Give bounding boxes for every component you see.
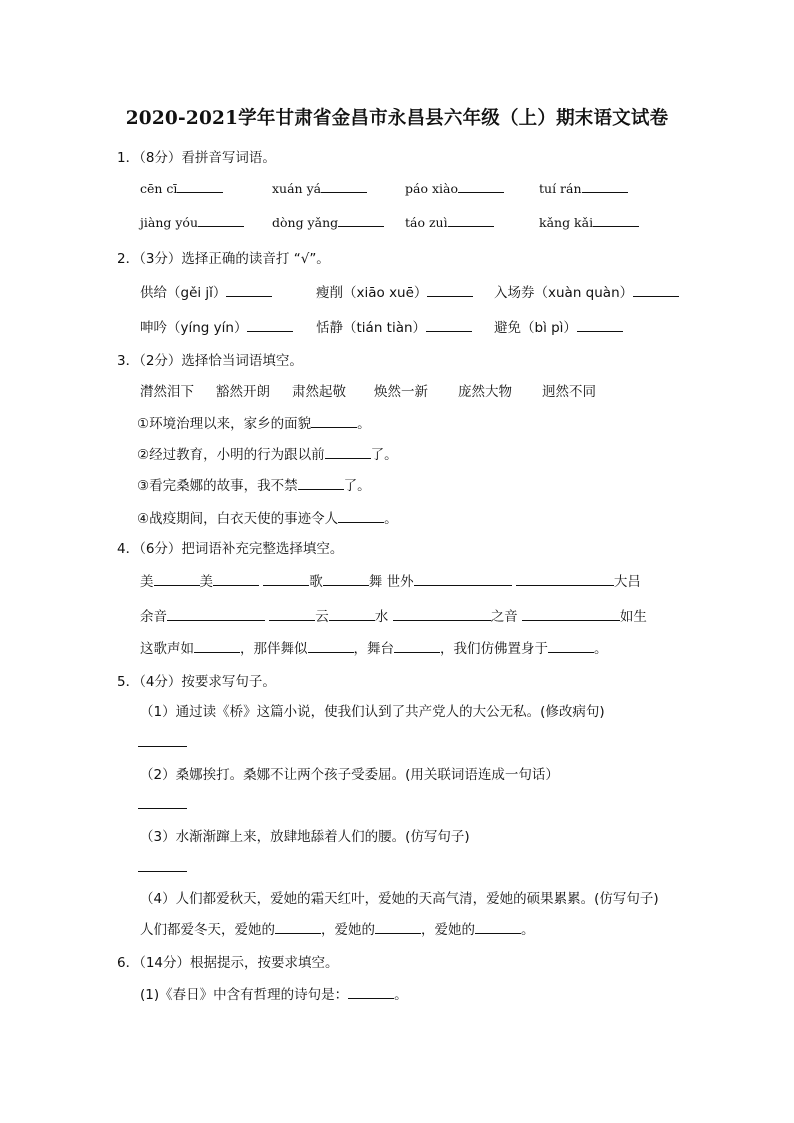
q2-row-2 [140,316,623,336]
answer-blank[interactable] [475,921,521,934]
page-title: 2020-2021学年甘肃省金昌市永昌县六年级（上）期末语文试卷 [125,108,669,129]
q3-word: 肃然起敬 [292,384,346,400]
q3-word: 庞然大物 [458,384,512,400]
answer-blank[interactable] [329,608,375,621]
answer-blank[interactable] [582,180,628,193]
answer-blank[interactable] [321,180,367,193]
q3-word: 豁然开朗 [216,384,270,400]
answer-blank[interactable] [323,573,369,586]
q1-row-1 [140,180,628,197]
question-5-label: 5．（4分）按要求写句子。 [117,674,276,690]
q2-row-1 [140,281,679,301]
answer-blank[interactable] [338,214,384,227]
q3-sentence-3: ③看完桑娜的故事，我不禁 了。 [137,478,371,494]
q3-word-bank [140,380,596,400]
q2-item-4: 呻吟（yíng yín） [140,316,316,336]
answer-line[interactable] [138,745,187,747]
q1-item-4: tuí rán [539,180,628,197]
answer-blank[interactable] [308,640,354,653]
q1-item-3: páo xiào [405,180,539,197]
answer-blank[interactable] [593,214,639,227]
answer-blank[interactable] [213,573,259,586]
answer-blank[interactable] [167,608,265,621]
answer-blank[interactable] [198,214,244,227]
answer-blank[interactable] [458,180,504,193]
question-4-label: 4．（6分）把词语补充完整选择填空。 [117,541,344,557]
q2-item-2: 瘦削（xiāo xuē） [316,281,494,301]
answer-blank[interactable] [522,608,620,621]
q1-item-8: kǎng kǎi [539,214,639,231]
q1-row-2 [140,214,639,231]
answer-blank[interactable] [548,640,594,653]
q1-item-5: jiàng yóu [140,214,272,231]
answer-blank[interactable] [177,180,223,193]
q2-item-3: 入场券（xuàn quàn） [494,281,679,301]
answer-blank[interactable] [375,921,421,934]
answer-blank[interactable] [298,477,344,490]
q2-item-6: 避免（bì pì） [494,316,623,336]
question-1-label: 1．（8分）看拼音写词语。 [117,150,276,166]
question-3-label: 3．（2分）选择恰当词语填空。 [117,353,303,369]
answer-blank[interactable] [394,640,440,653]
q3-sentence-1: ①环境治理以来，家乡的面貌 。 [137,416,371,432]
q4-row-3: 这歌声如 ，那伴舞似 ，舞台 ，我们仿佛置身于 。 [140,641,608,657]
answer-blank[interactable] [633,284,679,297]
q4-row-2: 余音 云 水 之音 如生 [140,609,647,625]
answer-blank[interactable] [338,510,384,523]
q1-item-1: cēn cī [140,180,272,197]
q5-sentence-4-answer: 人们都爱冬天，爱她的 ，爱她的 ，爱她的 。 [140,922,535,938]
answer-blank[interactable] [226,284,272,297]
q2-item-1: 供给（gěi jǐ） [140,281,316,301]
answer-blank[interactable] [448,214,494,227]
q3-sentence-2: ②经过教育，小明的行为跟以前 了。 [137,447,398,463]
answer-blank[interactable] [426,319,472,332]
answer-blank[interactable] [325,446,371,459]
answer-blank[interactable] [427,284,473,297]
q5-sentence-3: （3）水渐渐蹿上来，放肆地舔着人们的腰。(仿写句子) [140,829,470,845]
q4-row-1: 美 美 歌 舞 世外 大吕 [140,574,641,590]
answer-blank[interactable] [516,573,614,586]
answer-line[interactable] [138,870,187,872]
q3-word: 迥然不同 [542,384,596,400]
q5-sentence-1: （1）通过读《桥》这篇小说，使我们认到了共产党人的大公无私。(修改病句) [140,704,605,720]
answer-line[interactable] [138,807,187,809]
answer-blank[interactable] [247,319,293,332]
answer-blank[interactable] [577,319,623,332]
q5-sentence-2: （2）桑娜挨打。桑娜不让两个孩子受委屈。(用关联词语连成一句话） [140,767,559,783]
q2-item-5: 恬静（tián tiàn） [316,316,494,336]
q3-word: 焕然一新 [374,384,428,400]
answer-blank[interactable] [348,986,394,999]
q1-item-6: dòng yǎng [272,214,405,231]
answer-blank[interactable] [269,608,315,621]
answer-blank[interactable] [154,573,200,586]
answer-blank[interactable] [311,415,357,428]
answer-blank[interactable] [275,921,321,934]
question-6-label: 6．（14分）根据提示，按要求填空。 [117,955,339,971]
answer-blank[interactable] [194,640,240,653]
q1-item-7: táo zuì [405,214,539,231]
q5-sentence-4: （4）人们都爱秋天，爱她的霜天红叶，爱她的天高气清，爱她的硕果累累。(仿写句子) [140,891,659,907]
question-2-label: 2．（3分）选择正确的读音打 “√”。 [117,251,330,267]
q3-word: 潸然泪下 [140,384,194,400]
answer-blank[interactable] [414,573,512,586]
q1-item-2: xuán yá [272,180,405,197]
answer-blank[interactable] [393,608,491,621]
q3-sentence-4: ④战疫期间，白衣天使的事迹令人 。 [137,511,398,527]
q6-sentence-1: (1)《春日》中含有哲理的诗句是： 。 [140,987,408,1003]
answer-blank[interactable] [263,573,309,586]
